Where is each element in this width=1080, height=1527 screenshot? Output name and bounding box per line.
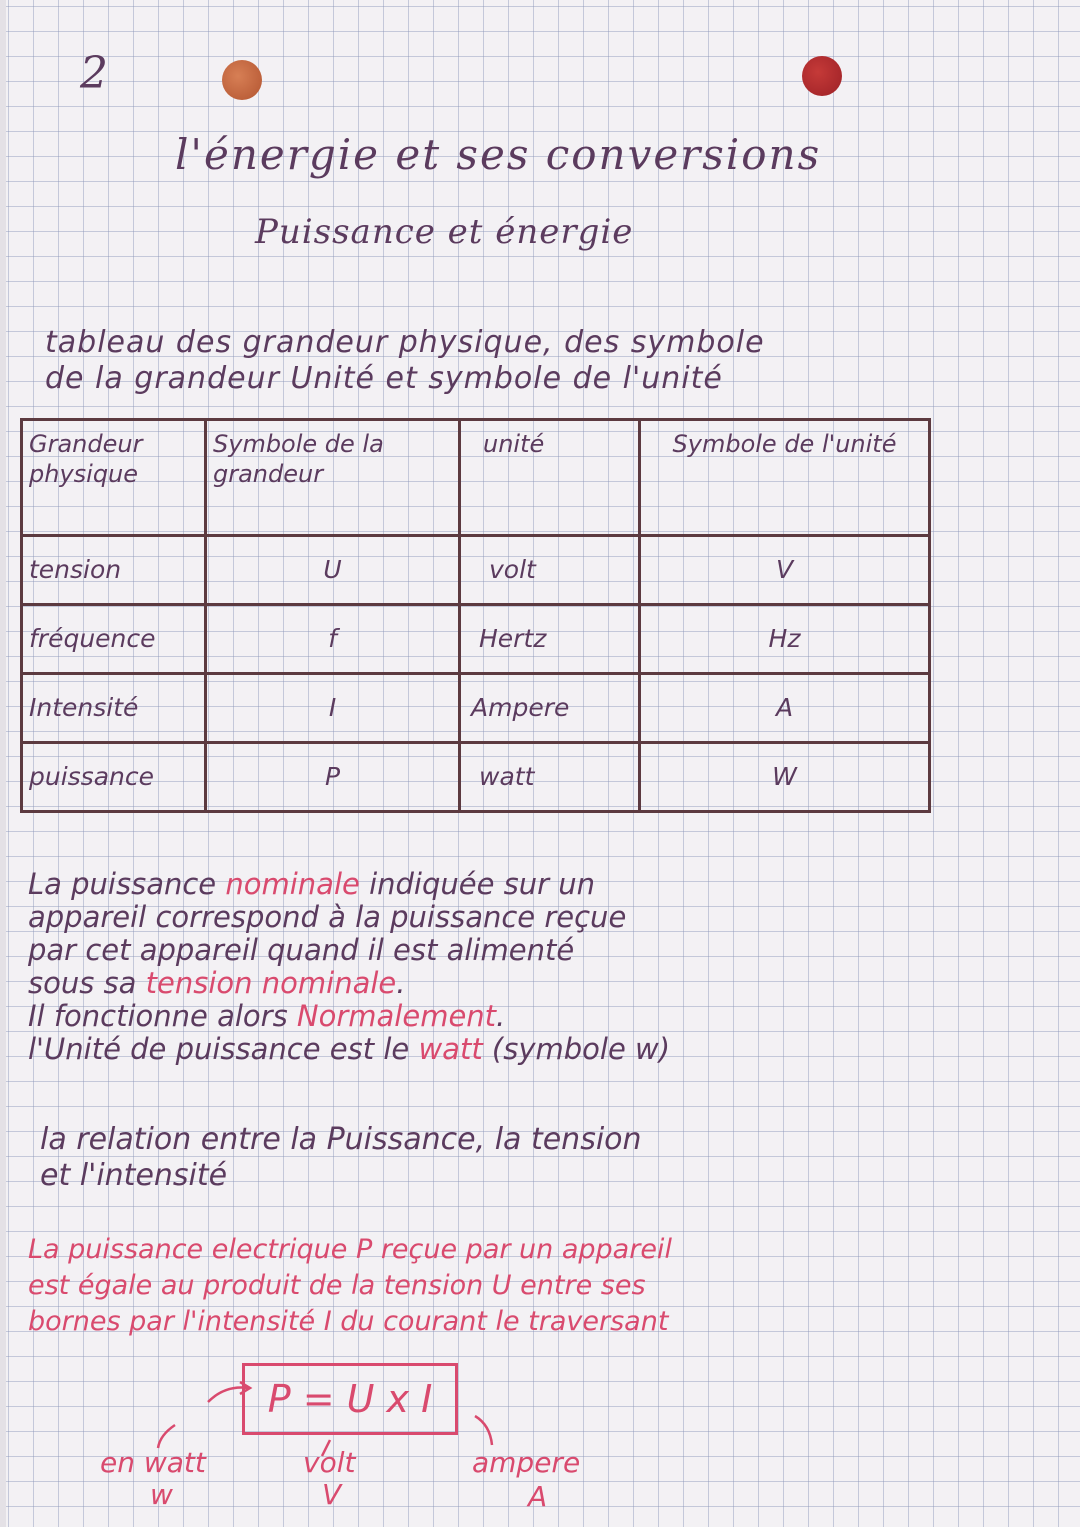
page-number: 2 xyxy=(80,48,108,99)
table-cell: puissance xyxy=(22,743,206,812)
table-row xyxy=(22,743,930,812)
table-cell: I xyxy=(206,674,460,743)
law-line: bornes par l'intensité I du courant le traversant xyxy=(28,1306,669,1337)
table-cell: W xyxy=(640,743,930,812)
definition-text-span: . xyxy=(496,999,506,1033)
definition-line xyxy=(28,1000,670,1033)
definition-text xyxy=(28,868,670,1066)
line-ampere xyxy=(475,1416,492,1445)
table-cell: tension xyxy=(22,536,206,605)
definition-line xyxy=(28,1033,670,1066)
law-line: est égale au produit de la tension U entre ses xyxy=(28,1270,646,1301)
table-cell: Ampere xyxy=(460,674,640,743)
definition-line: par cet appareil quand il est alimenté xyxy=(28,933,575,967)
line-watt xyxy=(158,1425,175,1448)
relation-line: la relation entre la Puissance, la tension xyxy=(40,1122,642,1157)
table-cell: f xyxy=(206,605,460,674)
relation-text xyxy=(40,1122,642,1194)
table-cell: volt xyxy=(460,536,640,605)
table-header-cell: Symbole de la grandeur xyxy=(206,420,460,536)
table-header-cell: Grandeur physique xyxy=(22,420,206,536)
table-row xyxy=(22,605,930,674)
keyword-tension-nominale: tension nominale xyxy=(145,966,397,1000)
table-cell: Hertz xyxy=(460,605,640,674)
table-cell: A xyxy=(640,674,930,743)
definition-text-span: Il fonctionne alors xyxy=(28,999,288,1033)
label-ampere: ampere xyxy=(472,1446,581,1479)
intro-text xyxy=(45,325,765,397)
label-volt-unit: V xyxy=(322,1478,342,1511)
keyword-normalement: Normalement xyxy=(296,999,497,1033)
punch-hole-right xyxy=(802,56,842,96)
formula-expression: P = U x I xyxy=(267,1377,433,1421)
page-title: l'énergie et ses conversions xyxy=(175,130,822,179)
table-cell: watt xyxy=(460,743,640,812)
definition-text-span: sous sa xyxy=(28,966,137,1000)
definition-text-span: l'Unité de puissance est le xyxy=(28,1032,410,1066)
definition-text-span: . xyxy=(396,966,406,1000)
table-cell: P xyxy=(206,743,460,812)
definition-line: appareil correspond à la puissance reçue xyxy=(28,900,627,934)
table-cell: U xyxy=(206,536,460,605)
table-row xyxy=(22,536,930,605)
punch-hole-left xyxy=(222,60,262,100)
table-cell: Hz xyxy=(640,605,930,674)
definition-text-span: (symbole w) xyxy=(491,1032,671,1066)
table-header-cell: Symbole de l'unité xyxy=(640,420,930,536)
paper-left-edge xyxy=(0,0,6,1527)
label-volt: volt xyxy=(303,1446,356,1479)
law-text xyxy=(28,1232,672,1340)
definition-text-span: indiquée sur un xyxy=(369,867,596,901)
formula-box xyxy=(242,1363,458,1435)
table-row xyxy=(22,674,930,743)
intro-line-1: tableau des grandeur physique, des symbole xyxy=(45,325,765,360)
law-line: La puissance electrique P reçue par un appareil xyxy=(28,1234,672,1265)
table-cell: V xyxy=(640,536,930,605)
units-table xyxy=(20,418,931,813)
keyword-nominale: nominale xyxy=(225,867,360,901)
relation-line: et l'intensité xyxy=(40,1158,228,1193)
intro-line-2: de la grandeur Unité et symbole de l'unité xyxy=(45,361,723,396)
definition-text-span: La puissance xyxy=(28,867,217,901)
table-header-cell: unité xyxy=(460,420,640,536)
table-cell: fréquence xyxy=(22,605,206,674)
table-cell: Intensité xyxy=(22,674,206,743)
definition-line xyxy=(28,967,670,1000)
label-ampere-unit: A xyxy=(528,1480,548,1513)
label-watt-unit: w xyxy=(150,1478,173,1511)
page-subtitle: Puissance et énergie xyxy=(255,212,634,252)
definition-line xyxy=(28,868,670,901)
label-watt: en watt xyxy=(100,1446,206,1479)
table-header-row xyxy=(22,420,930,536)
keyword-watt: watt xyxy=(418,1032,483,1066)
